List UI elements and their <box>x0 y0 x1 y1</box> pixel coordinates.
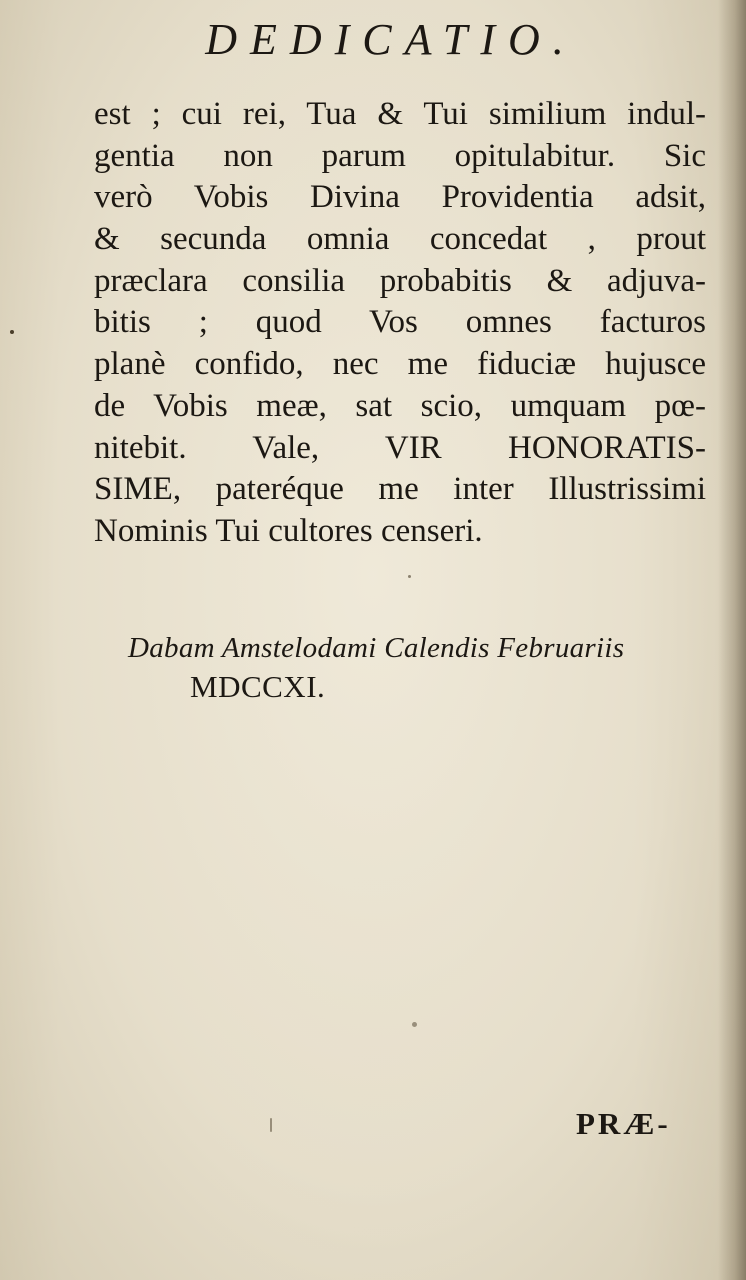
text-line: præclara consilia probabitis & adjuva- <box>94 262 706 299</box>
text-line: bitis ; quod Vos omnes facturos <box>94 304 706 341</box>
text-line: Nominis Tui cultores censeri. <box>94 512 483 549</box>
text-line: planè confido, nec me fiduciæ hujusce <box>94 346 706 383</box>
text-line: SIME, pateréque me inter Illustrissimi <box>94 471 706 508</box>
page-heading: DEDICATIO. <box>205 15 577 64</box>
ink-speck <box>270 1118 272 1132</box>
ink-speck <box>412 1022 417 1027</box>
ink-speck <box>408 575 411 578</box>
text-line: verò Vobis Divina Providentia adsit, <box>94 179 706 216</box>
text-line: de Vobis meæ, sat scio, umquam pœ- <box>94 387 706 424</box>
text-line: nitebit. Vale, VIR HONORATIS- <box>94 429 706 466</box>
text-line: est ; cui rei, Tua & Tui similium indul- <box>94 96 706 132</box>
gutter-shadow <box>718 0 746 1280</box>
text-line: & secunda omnia concedat , prout <box>94 221 706 258</box>
text-line: gentia non parum opitulabitur. Sic <box>94 137 706 174</box>
ink-speck <box>10 330 14 334</box>
dedication-text <box>94 94 706 553</box>
catchword: PRÆ- <box>576 1106 671 1141</box>
date-year: MDCCXI. <box>190 669 326 704</box>
dateline: Dabam Amstelodami Calendis Februariis <box>128 632 625 664</box>
